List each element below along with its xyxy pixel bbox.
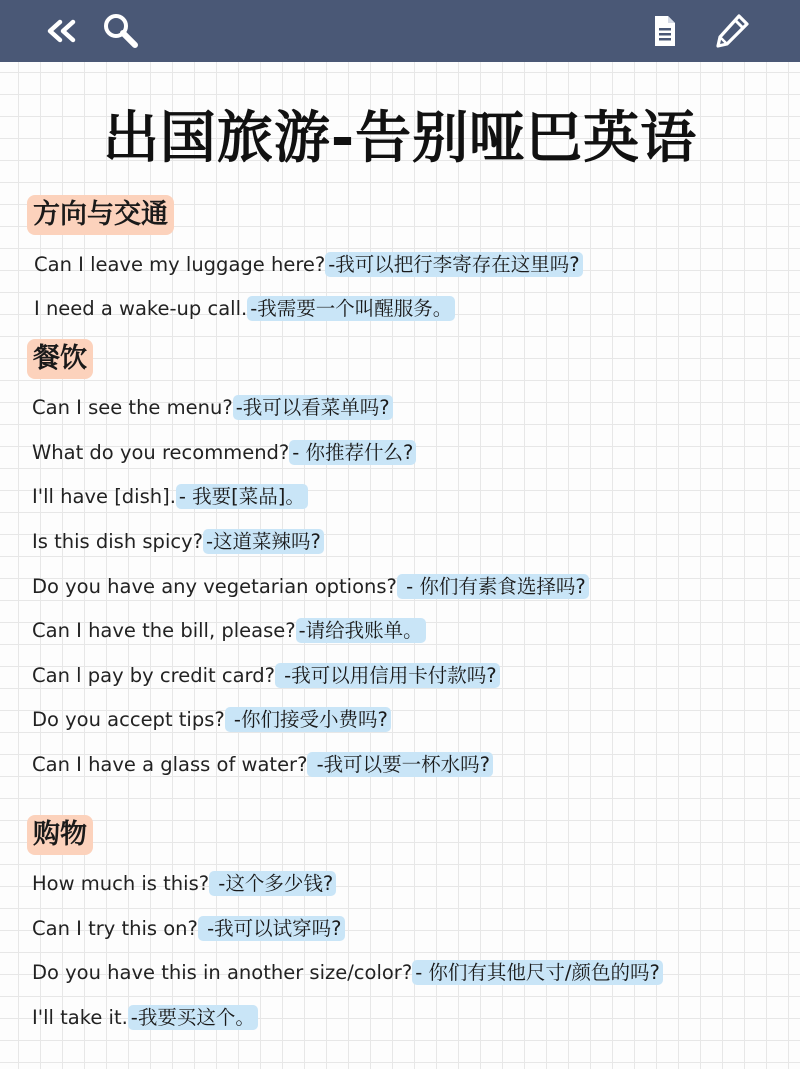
phrase-translation: -我需要一个叫醒服务。 xyxy=(247,296,455,321)
document-icon[interactable] xyxy=(644,11,684,51)
phrase-translation: -我可以用信用卡付款吗? xyxy=(275,663,500,688)
phrase-english: What do you recommend? xyxy=(32,441,290,464)
phrase-english: Can I have the bill, please? xyxy=(32,619,296,642)
top-toolbar xyxy=(0,0,800,62)
section-heading-directions: 方向与交通 xyxy=(27,195,174,235)
phrase-english: Do you have any vegetarian options? xyxy=(32,575,397,598)
phrase-item xyxy=(32,614,426,648)
phrase-item xyxy=(32,659,500,693)
phrase-item xyxy=(32,480,308,514)
phrase-translation: -我可以试穿吗? xyxy=(198,916,345,941)
phrase-translation: -我可以要一杯水吗? xyxy=(307,752,493,777)
phrase-item xyxy=(34,248,583,282)
phrase-translation: - 你推荐什么? xyxy=(289,440,416,465)
phrase-item xyxy=(32,525,324,559)
phrase-english: Is this dish spicy? xyxy=(32,530,203,553)
double-chevron-left-icon[interactable] xyxy=(42,11,82,51)
phrase-translation: -这个多少钱? xyxy=(209,871,336,896)
phrase-english: Do you have this in another size/color? xyxy=(32,961,413,984)
phrase-translation: - 你们有其他尺寸/颜色的吗? xyxy=(412,960,663,985)
phrase-english: How much is this? xyxy=(32,872,210,895)
phrase-english: Do you accept tips? xyxy=(32,708,225,731)
phrase-translation: -请给我账单。 xyxy=(296,618,426,643)
phrase-item xyxy=(32,570,589,604)
pencil-icon[interactable] xyxy=(712,11,752,51)
phrase-english: Can I have a glass of water? xyxy=(32,753,308,776)
phrase-item xyxy=(32,912,345,946)
section-heading-dining: 餐饮 xyxy=(27,339,93,379)
phrase-item xyxy=(32,956,663,990)
phrase-english: I need a wake-up call. xyxy=(34,297,248,320)
page-content xyxy=(0,62,800,1069)
phrase-translation: -我可以把行李寄存在这里吗? xyxy=(325,252,582,277)
phrase-english: Can I see the menu? xyxy=(32,396,233,419)
phrase-translation: -我要买这个。 xyxy=(128,1005,258,1030)
phrase-item xyxy=(32,1001,258,1035)
phrase-english: Can I leave my luggage here? xyxy=(34,253,326,276)
search-icon[interactable] xyxy=(100,11,140,51)
phrase-item xyxy=(32,391,393,425)
phrase-translation: -这道菜辣吗? xyxy=(203,529,324,554)
phrase-item xyxy=(32,748,493,782)
section-heading-shopping: 购物 xyxy=(27,815,93,855)
phrase-english: I'll take it. xyxy=(32,1006,128,1029)
phrase-item xyxy=(32,436,416,470)
phrase-translation: -你们接受小费吗? xyxy=(225,707,391,732)
phrase-english: I'll have [dish]. xyxy=(32,485,176,508)
phrase-translation: - 我要[菜品]。 xyxy=(176,484,308,509)
phrase-translation: - 你们有素食选择吗? xyxy=(397,574,589,599)
page-title: 出国旅游-告别哑巴英语 xyxy=(102,106,698,171)
phrase-item xyxy=(32,703,391,737)
phrase-translation: -我可以看菜单吗? xyxy=(233,395,393,420)
phrase-item xyxy=(34,292,455,326)
phrase-item xyxy=(32,867,336,901)
phrase-english: Can I try this on? xyxy=(32,917,198,940)
phrase-english: Can l pay by credit card? xyxy=(32,664,275,687)
